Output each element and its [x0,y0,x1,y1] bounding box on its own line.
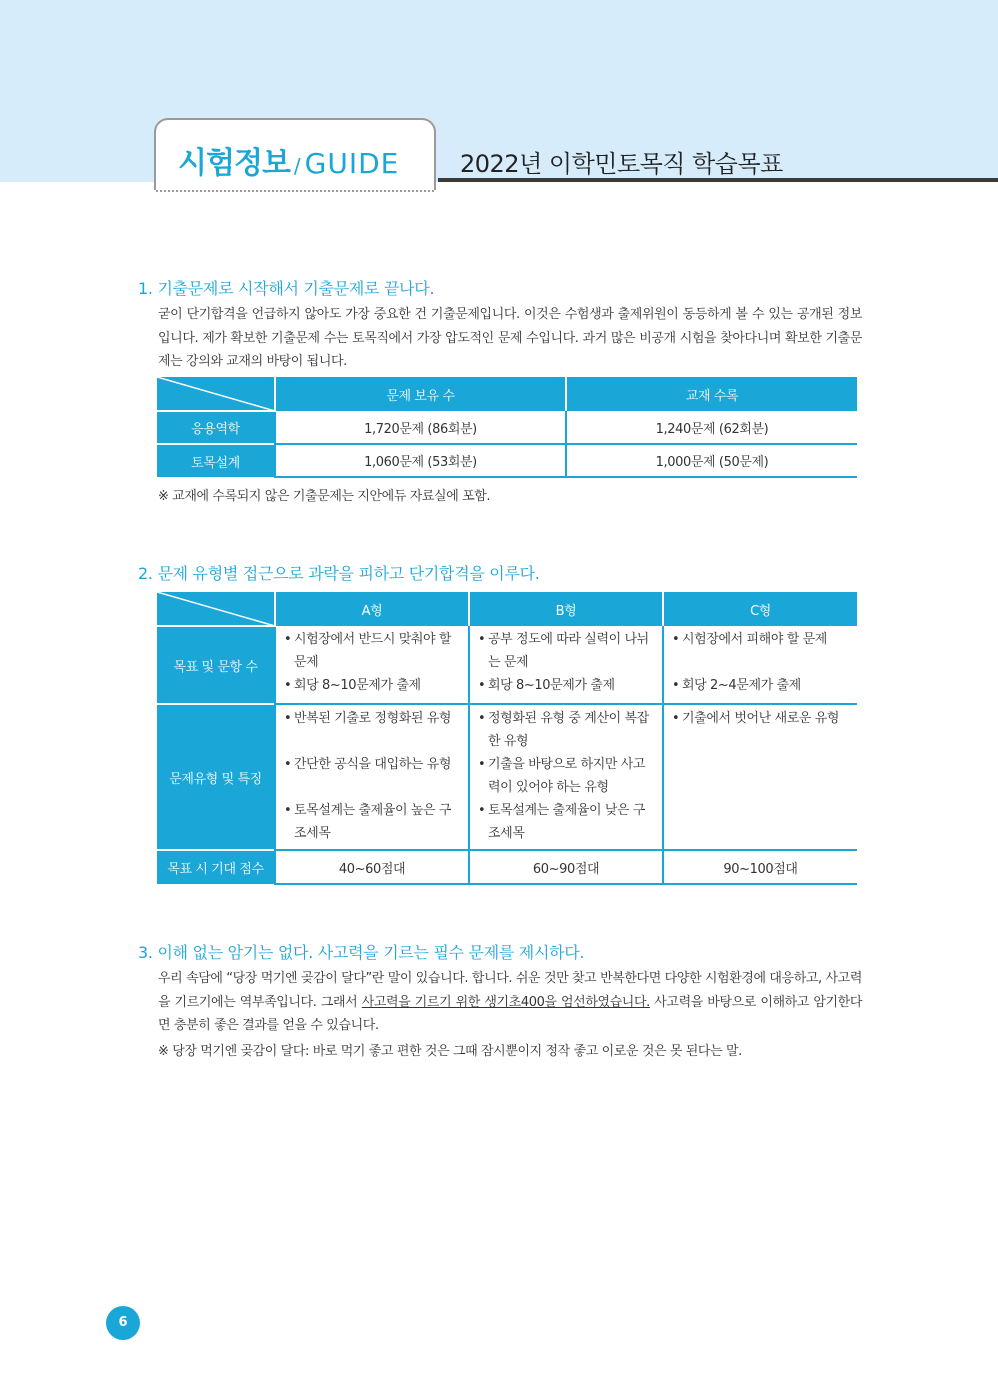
corner-diagonal-line [157,592,275,626]
table-cell [275,626,469,704]
header-tab-title: 시험정보 [178,146,290,181]
table-cell [469,704,663,850]
list-item: • 정형화된 유형 중 계산이 복잡한 유형 [478,707,656,753]
list-item: • 기출에서 벗어난 새로운 유형 [672,707,851,730]
table-cell [663,626,857,704]
section2-heading: 2. 문제 유형별 접근으로 과락을 피하고 단기합격을 이루다. [138,564,540,583]
list-item: • 회당 2~4문제가 출제 [672,674,851,697]
table-header-cell: C형 [663,592,857,626]
table-cell: 1,720문제 (86회분) [275,411,566,444]
table-header-cell: 교재 수록 [566,377,857,411]
list-item: • 토목설계는 출제율이 높은 구조세목 [284,799,462,845]
header-tab-subtitle: GUIDE [304,147,400,180]
section1-paragraph: 굳이 단기합격을 언급하지 않아도 가장 중요한 건 기출문제입니다. 이것은 수험생과 출제위원이 동등하게 볼 수 있는 공개된 정보입니다. 제가 확보한 기출문제 수는 토목직에서 가장 압도적인 문제 수입니다. 과거 많은 비공개 시험을 찾아다니며 확보한 기출문제는 강의와 교재의 바탕이 됩니다. [158,307,862,369]
corner-diagonal-line [157,377,275,411]
section1-table [157,377,857,478]
list-item: • 간단한 공식을 대입하는 유형 [284,753,462,776]
header-tab-separator: / [293,154,301,178]
section1-note: ※ 교재에 수록되지 않은 기출문제는 지안에듀 자료실에 포함. [158,489,491,504]
table-row-label: 토목설계 [157,444,275,477]
table-cell: 1,060문제 (53회분) [275,444,566,477]
table-cell: 90~100점대 [663,850,857,884]
list-item: • 기출을 바탕으로 하지만 사고력이 있어야 하는 유형 [478,753,656,799]
section3-note: ※ 당장 먹기엔 곶감이 달다: 바로 먹기 좋고 편한 것은 그때 잠시뿐이지 정작 좋고 이로운 것은 못 된다는 말. [158,1044,742,1059]
table-cell: 1,240문제 (62회분) [566,411,857,444]
table-row-label: 목표 시 기대 점수 [157,850,275,884]
page-title: 2022년 이학민토목직 학습목표 [460,150,783,178]
table-corner-cell [157,377,275,411]
table-header-cell: B형 [469,592,663,626]
list-item: • 회당 8~10문제가 출제 [284,674,462,697]
page-number: 6 [106,1306,140,1340]
list-item: • 회당 8~10문제가 출제 [478,674,656,697]
section3-underlined-text: 사고력을 기르기 위한 생기초400을 엄선하였습니다. [361,994,650,1010]
table-cell: 60~90점대 [469,850,663,884]
table-header-cell: A형 [275,592,469,626]
table-header-cell: 문제 보유 수 [275,377,566,411]
table-cell [275,704,469,850]
table-cell [469,626,663,704]
section3-text: 사고력을 바탕으로 이해하고 암기한다면 충분히 좋은 결과를 얻을 수 있습니다. [158,994,862,1033]
list-item: • 시험장에서 반드시 맞춰야 할 문제 [284,628,462,674]
section3-paragraph [158,967,862,1038]
table-cell: 1,000문제 (50문제) [566,444,857,477]
list-item: • 토목설계는 출제율이 낮은 구조세목 [478,799,656,845]
list-item: • 시험장에서 피해야 할 문제 [672,628,851,651]
list-item: • 반복된 기출로 정형화된 유형 [284,707,462,730]
table-row-label: 문제유형 및 특징 [157,704,275,850]
section2-table [157,592,857,885]
table-corner-cell [157,592,275,626]
table-row-label: 응용역학 [157,411,275,444]
section3-text: 우리 속담에 “당장 먹기엔 곶감이 달다”란 말이 있습니다. 합니다. 쉬운 것만 찾고 반복한다면 다양한 시험환경에 대응하고, 사고력을 기르기에는 역부족입니다. 그래서 [158,971,862,1010]
table-row-label: 목표 및 문항 수 [157,626,275,704]
table-cell: 40~60점대 [275,850,469,884]
list-item: • 공부 정도에 따라 실력이 나뉘는 문제 [478,628,656,674]
header-tab [154,118,436,190]
header-tab-dotted-line [156,190,434,192]
section3-heading: 3. 이해 없는 암기는 없다. 사고력을 기르는 필수 문제를 제시하다. [138,943,585,962]
section1-heading: 1. 기출문제로 시작해서 기출문제로 끝나다. [138,279,435,298]
table-cell [663,704,857,850]
